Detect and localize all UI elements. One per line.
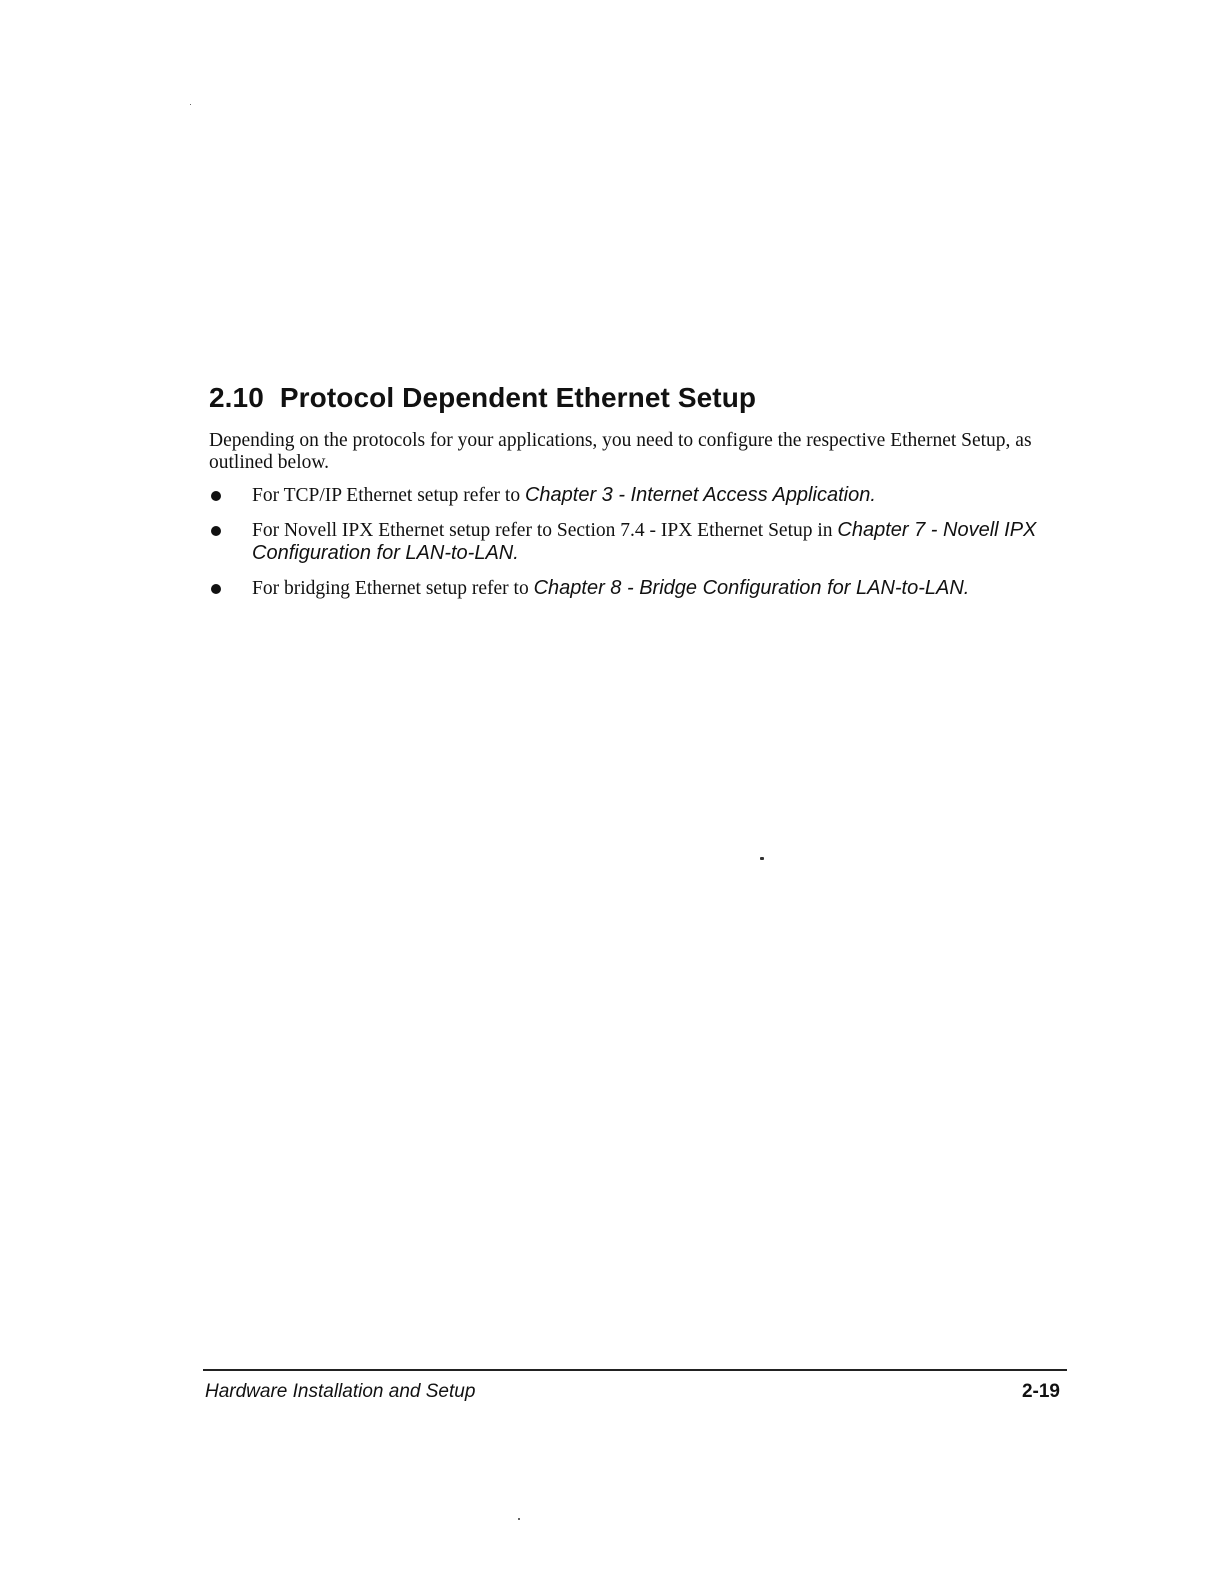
chapter-reference: Chapter 3 - Internet Access Application. [524,484,876,506]
bullet-text: For Novell IPX Ethernet setup refer to Section 7.4 - IPX Ethernet Setup in [252,520,838,541]
section-heading [209,380,756,416]
section-number: 2.10 [209,382,264,413]
bullet-icon [211,584,221,594]
list-item [209,484,1089,507]
scan-speck [190,104,191,105]
bullet-text: For TCP/IP Ethernet setup refer to [252,485,525,506]
intro-paragraph: Depending on the protocols for your applications, you need to configure the respective Ethernet Setup, as outlined below. [209,430,1032,473]
bullet-icon [211,491,221,501]
bullet-text: For bridging Ethernet setup refer to [252,578,534,599]
scan-speck [518,1518,520,1520]
footer-title: Hardware Installation and Setup [205,1381,476,1402]
chapter-reference: Chapter 8 - Bridge Configuration for LAN-to-LAN. [533,577,970,599]
list-item [209,577,1089,600]
reference-list [209,484,1089,612]
page-number: 2-19 [1021,1381,1060,1402]
list-item [209,519,1089,565]
bullet-icon [211,526,221,536]
scan-speck [760,857,764,860]
chapter-reference: Chapter 7 - Novell IPX Configuration for LAN-to-LAN. [252,519,1037,564]
footer-divider [203,1369,1067,1371]
section-title: Protocol Dependent Ethernet Setup [279,382,757,413]
